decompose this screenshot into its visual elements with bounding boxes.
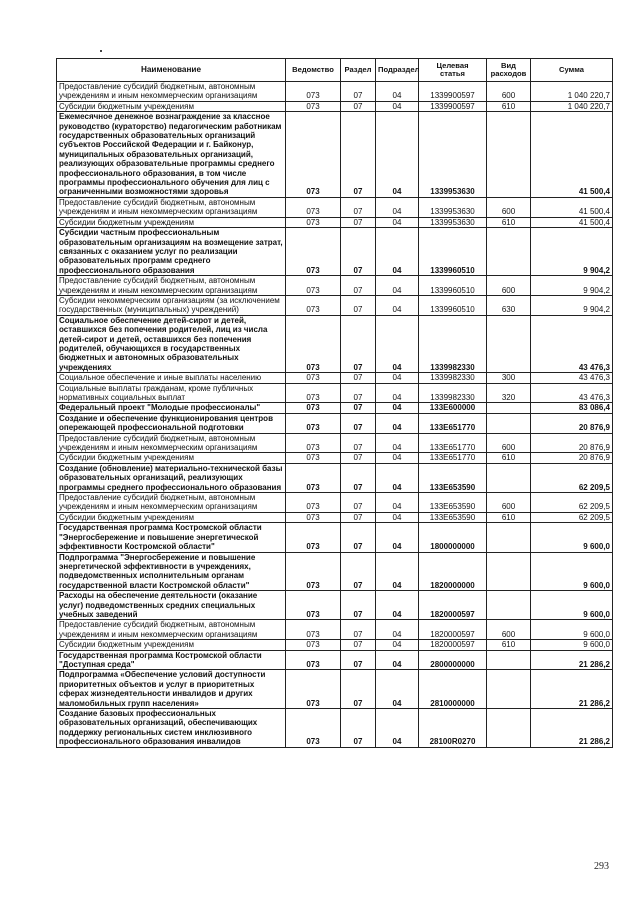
row-dept-cell: 073 — [286, 620, 341, 640]
row-subsection-cell: 04 — [376, 217, 419, 227]
row-name-cell: Субсидии бюджетным учреждениям — [57, 101, 286, 111]
row-dept-cell: 073 — [286, 523, 341, 552]
row-expense-cell — [487, 112, 531, 198]
row-expense-cell — [487, 670, 531, 709]
table-row — [57, 373, 613, 383]
table-row — [57, 523, 613, 552]
table-row — [57, 101, 613, 111]
row-section-cell: 07 — [341, 433, 376, 453]
row-dept-cell: 073 — [286, 552, 341, 591]
row-expense-cell — [487, 463, 531, 492]
row-expense-cell — [487, 709, 531, 748]
row-name-cell: Создание базовых профессиональных образовательных организаций, обеспечивающих поддержку региональных систем инклюзивного профессионального образования инвалидов — [57, 709, 286, 748]
row-subsection-cell: 04 — [376, 512, 419, 522]
row-subsection-cell: 04 — [376, 670, 419, 709]
row-subsection-cell: 04 — [376, 403, 419, 413]
row-section-cell: 07 — [341, 101, 376, 111]
row-dept-cell: 073 — [286, 197, 341, 217]
row-section-cell: 07 — [341, 512, 376, 522]
header-target — [419, 59, 487, 82]
row-name-cell: Субсидии бюджетным учреждениям — [57, 217, 286, 227]
row-target-cell: 1800000000 — [419, 523, 487, 552]
row-dept-cell: 073 — [286, 315, 341, 372]
row-target-cell: 1339900597 — [419, 101, 487, 111]
row-dept-cell: 073 — [286, 403, 341, 413]
row-dept-cell: 073 — [286, 276, 341, 296]
row-expense-cell: 610 — [487, 453, 531, 463]
row-section-cell: 07 — [341, 403, 376, 413]
row-expense-cell — [487, 315, 531, 372]
row-expense-cell — [487, 552, 531, 591]
row-dept-cell: 073 — [286, 433, 341, 453]
header-section: Раздел — [341, 59, 376, 82]
row-target-cell: 1820000597 — [419, 620, 487, 640]
header-expense-line1: Вид — [501, 60, 516, 70]
row-name-cell: Субсидии частным профессиональным образовательным организациям на возмещение затрат, связанных с оказанием услуг по реализации образовательных программ среднего профессионального образования — [57, 228, 286, 276]
row-subsection-cell: 04 — [376, 453, 419, 463]
row-sum-cell: 62 209,5 — [531, 512, 613, 522]
row-section-cell: 07 — [341, 670, 376, 709]
row-expense-cell: 600 — [487, 276, 531, 296]
row-target-cell: 1820000000 — [419, 552, 487, 591]
row-target-cell: 1339900597 — [419, 82, 487, 102]
row-section-cell: 07 — [341, 373, 376, 383]
table-row — [57, 383, 613, 403]
row-target-cell: 133E653590 — [419, 512, 487, 522]
row-dept-cell: 073 — [286, 217, 341, 227]
row-section-cell: 07 — [341, 709, 376, 748]
row-dept-cell: 073 — [286, 512, 341, 522]
row-subsection-cell: 04 — [376, 493, 419, 513]
row-dept-cell: 073 — [286, 373, 341, 383]
row-sum-cell: 43 476,3 — [531, 373, 613, 383]
row-sum-cell: 21 286,2 — [531, 670, 613, 709]
row-name-cell: Расходы на обеспечение деятельности (оказание услуг) подведомственных средних специальных учебных заведений — [57, 591, 286, 620]
row-subsection-cell: 04 — [376, 552, 419, 591]
row-target-cell: 2800000000 — [419, 650, 487, 670]
row-target-cell: 1339953630 — [419, 112, 487, 198]
row-expense-cell — [487, 413, 531, 433]
row-dept-cell: 073 — [286, 112, 341, 198]
row-expense-cell: 610 — [487, 640, 531, 650]
row-target-cell: 1339953630 — [419, 197, 487, 217]
row-target-cell: 1339953630 — [419, 217, 487, 227]
row-expense-cell: 610 — [487, 217, 531, 227]
row-target-cell: 1339982330 — [419, 373, 487, 383]
row-expense-cell: 300 — [487, 373, 531, 383]
row-subsection-cell: 04 — [376, 620, 419, 640]
row-name-cell: Субсидии бюджетным учреждениям — [57, 453, 286, 463]
row-dept-cell: 073 — [286, 82, 341, 102]
row-target-cell: 1820000597 — [419, 640, 487, 650]
table-row — [57, 512, 613, 522]
row-sum-cell: 83 086,4 — [531, 403, 613, 413]
row-expense-cell: 600 — [487, 197, 531, 217]
row-sum-cell: 9 600,0 — [531, 620, 613, 640]
row-target-cell: 2810000000 — [419, 670, 487, 709]
row-name-cell: Социальное обеспечение и иные выплаты населению — [57, 373, 286, 383]
row-section-cell: 07 — [341, 493, 376, 513]
row-section-cell: 07 — [341, 315, 376, 372]
table-row — [57, 620, 613, 640]
table-row — [57, 413, 613, 433]
row-subsection-cell: 04 — [376, 101, 419, 111]
row-section-cell: 07 — [341, 523, 376, 552]
row-sum-cell: 20 876,9 — [531, 413, 613, 433]
row-expense-cell: 600 — [487, 82, 531, 102]
header-expense-line2: расходов — [490, 69, 527, 78]
row-sum-cell: 9 600,0 — [531, 552, 613, 591]
row-dept-cell: 073 — [286, 101, 341, 111]
row-name-cell: Предоставление субсидий бюджетным, автономным учреждениям и иным некоммерческим организациям — [57, 433, 286, 453]
row-expense-cell: 610 — [487, 101, 531, 111]
row-section-cell: 07 — [341, 276, 376, 296]
table-row — [57, 591, 613, 620]
row-sum-cell: 9 904,2 — [531, 295, 613, 315]
row-name-cell: Ежемесячное денежное вознаграждение за классное руководство (кураторство) педагогическим работникам государственных образовательных организаций субъектов Российской Федерации и г. Байконур, муниципальных образовательных организаций, реализующих образовательные программы среднего профессионального образования, в том числе программы профессионального обучения для лиц с ограниченными возможностями здоровья — [57, 112, 286, 198]
row-subsection-cell: 04 — [376, 276, 419, 296]
row-name-cell: Предоставление субсидий бюджетным, автономным учреждениям и иным некоммерческим организациям — [57, 493, 286, 513]
table-row — [57, 640, 613, 650]
row-name-cell: Субсидии бюджетным учреждениям — [57, 640, 286, 650]
row-sum-cell: 62 209,5 — [531, 493, 613, 513]
row-sum-cell: 9 904,2 — [531, 228, 613, 276]
table-row — [57, 295, 613, 315]
row-name-cell: Предоставление субсидий бюджетным, автономным учреждениям и иным некоммерческим организациям — [57, 620, 286, 640]
row-name-cell: Субсидии бюджетным учреждениям — [57, 512, 286, 522]
table-row — [57, 709, 613, 748]
row-subsection-cell: 04 — [376, 433, 419, 453]
row-target-cell: 133E651770 — [419, 453, 487, 463]
row-dept-cell: 073 — [286, 709, 341, 748]
row-target-cell: 133E651770 — [419, 433, 487, 453]
header-target-line1: Целевая — [436, 60, 469, 70]
row-name-cell: Предоставление субсидий бюджетным, автономным учреждениям и иным некоммерческим организациям — [57, 197, 286, 217]
row-subsection-cell: 04 — [376, 112, 419, 198]
row-name-cell: Государственная программа Костромской области "Доступная среда" — [57, 650, 286, 670]
row-section-cell: 07 — [341, 295, 376, 315]
row-sum-cell: 1 040 220,7 — [531, 101, 613, 111]
row-section-cell: 07 — [341, 228, 376, 276]
row-name-cell: Подпрограмма "Энергосбережение и повышение энергетической эффективности в учреждениях, подведомственных исполнительным органам государственной власти Костромской области" — [57, 552, 286, 591]
table-row — [57, 670, 613, 709]
header-dept: Ведомство — [286, 59, 341, 82]
row-sum-cell: 20 876,9 — [531, 453, 613, 463]
row-target-cell: 1339982330 — [419, 383, 487, 403]
row-sum-cell: 41 500,4 — [531, 112, 613, 198]
row-dept-cell: 073 — [286, 453, 341, 463]
row-expense-cell — [487, 228, 531, 276]
row-section-cell: 07 — [341, 453, 376, 463]
header-expense — [487, 59, 531, 82]
table-row — [57, 650, 613, 670]
row-target-cell: 133E653590 — [419, 493, 487, 513]
row-target-cell: 133E653590 — [419, 463, 487, 492]
row-dept-cell: 073 — [286, 295, 341, 315]
row-expense-cell — [487, 591, 531, 620]
row-expense-cell — [487, 523, 531, 552]
row-sum-cell: 21 286,2 — [531, 650, 613, 670]
row-target-cell: 1339960510 — [419, 295, 487, 315]
row-expense-cell: 320 — [487, 383, 531, 403]
row-sum-cell: 21 286,2 — [531, 709, 613, 748]
header-name: Наименование — [57, 59, 286, 82]
header-subsection: Подраздел — [376, 59, 419, 82]
row-dept-cell: 073 — [286, 670, 341, 709]
row-subsection-cell: 04 — [376, 228, 419, 276]
row-expense-cell — [487, 403, 531, 413]
row-subsection-cell: 04 — [376, 197, 419, 217]
row-section-cell: 07 — [341, 217, 376, 227]
row-sum-cell: 9 600,0 — [531, 523, 613, 552]
row-dept-cell: 073 — [286, 640, 341, 650]
row-section-cell: 07 — [341, 197, 376, 217]
row-dept-cell: 073 — [286, 591, 341, 620]
row-sum-cell: 41 500,4 — [531, 197, 613, 217]
page-number: 293 — [594, 861, 609, 872]
table-row — [57, 276, 613, 296]
row-expense-cell: 610 — [487, 512, 531, 522]
row-dept-cell: 073 — [286, 383, 341, 403]
row-target-cell: 1820000597 — [419, 591, 487, 620]
row-sum-cell: 20 876,9 — [531, 433, 613, 453]
scan-mark — [100, 50, 102, 52]
row-subsection-cell: 04 — [376, 523, 419, 552]
row-subsection-cell: 04 — [376, 315, 419, 372]
row-name-cell: Предоставление субсидий бюджетным, автономным учреждениям и иным некоммерческим организациям — [57, 276, 286, 296]
row-section-cell: 07 — [341, 620, 376, 640]
row-target-cell: 1339960510 — [419, 276, 487, 296]
row-section-cell: 07 — [341, 463, 376, 492]
row-dept-cell: 073 — [286, 463, 341, 492]
row-dept-cell: 073 — [286, 228, 341, 276]
header-sum: Сумма — [531, 59, 613, 82]
row-subsection-cell: 04 — [376, 82, 419, 102]
row-dept-cell: 073 — [286, 493, 341, 513]
table-row — [57, 197, 613, 217]
row-section-cell: 07 — [341, 640, 376, 650]
row-sum-cell: 9 904,2 — [531, 276, 613, 296]
row-name-cell: Субсидии некоммерческим организациям (за исключением государственных (муниципальных) учреждений) — [57, 295, 286, 315]
row-section-cell: 07 — [341, 112, 376, 198]
row-name-cell: Создание (обновление) материально-технической базы образовательных организаций, реализующих программы среднего профессионального образования — [57, 463, 286, 492]
table-row — [57, 228, 613, 276]
row-sum-cell: 43 476,3 — [531, 383, 613, 403]
row-name-cell: Социальное обеспечение детей-сирот и детей, оставшихся без попечения родителей, лиц из числа детей-сирот и детей, оставшихся без попечения родителей, обучающихся в государственных бюджетных и автономных образовательных учреждениях — [57, 315, 286, 372]
row-sum-cell: 9 600,0 — [531, 640, 613, 650]
budget-table — [56, 58, 613, 748]
table-row — [57, 463, 613, 492]
row-subsection-cell: 04 — [376, 650, 419, 670]
row-subsection-cell: 04 — [376, 373, 419, 383]
row-sum-cell: 1 040 220,7 — [531, 82, 613, 102]
row-dept-cell: 073 — [286, 650, 341, 670]
row-expense-cell: 630 — [487, 295, 531, 315]
row-expense-cell — [487, 650, 531, 670]
row-name-cell: Предоставление субсидий бюджетным, автономным учреждениям и иным некоммерческим организациям — [57, 82, 286, 102]
row-name-cell: Государственная программа Костромской области "Энергосбережение и повышение энергетической эффективности Костромской области" — [57, 523, 286, 552]
table-row — [57, 552, 613, 591]
row-name-cell: Подпрограмма «Обеспечение условий доступности приоритетных объектов и услуг в приоритетных сферах жизнедеятельности инвалидов и других маломобильных групп населения» — [57, 670, 286, 709]
row-sum-cell: 9 600,0 — [531, 591, 613, 620]
table-row — [57, 403, 613, 413]
row-subsection-cell: 04 — [376, 640, 419, 650]
row-name-cell: Создание и обеспечение функционирования центров опережающей профессиональной подготовки — [57, 413, 286, 433]
table-row — [57, 453, 613, 463]
row-section-cell: 07 — [341, 383, 376, 403]
table-row — [57, 315, 613, 372]
row-section-cell: 07 — [341, 413, 376, 433]
row-subsection-cell: 04 — [376, 463, 419, 492]
row-sum-cell: 43 476,3 — [531, 315, 613, 372]
row-sum-cell: 41 500,4 — [531, 217, 613, 227]
row-subsection-cell: 04 — [376, 413, 419, 433]
table-row — [57, 112, 613, 198]
row-target-cell: 28100R0270 — [419, 709, 487, 748]
table-row — [57, 433, 613, 453]
table-header-row — [57, 59, 613, 82]
row-section-cell: 07 — [341, 82, 376, 102]
header-target-line2: статья — [440, 69, 465, 78]
table-row — [57, 82, 613, 102]
table-body — [57, 82, 613, 748]
row-expense-cell: 600 — [487, 433, 531, 453]
row-subsection-cell: 04 — [376, 591, 419, 620]
row-dept-cell: 073 — [286, 413, 341, 433]
row-sum-cell: 62 209,5 — [531, 463, 613, 492]
row-section-cell: 07 — [341, 552, 376, 591]
row-section-cell: 07 — [341, 591, 376, 620]
row-target-cell: 133E651770 — [419, 413, 487, 433]
row-name-cell: Социальные выплаты гражданам, кроме публичных нормативных социальных выплат — [57, 383, 286, 403]
row-expense-cell: 600 — [487, 493, 531, 513]
row-expense-cell: 600 — [487, 620, 531, 640]
row-target-cell: 1339960510 — [419, 228, 487, 276]
row-subsection-cell: 04 — [376, 295, 419, 315]
row-subsection-cell: 04 — [376, 709, 419, 748]
row-target-cell: 1339982330 — [419, 315, 487, 372]
table-row — [57, 217, 613, 227]
row-subsection-cell: 04 — [376, 383, 419, 403]
row-section-cell: 07 — [341, 650, 376, 670]
row-name-cell: Федеральный проект "Молодые профессионалы" — [57, 403, 286, 413]
table-row — [57, 493, 613, 513]
row-target-cell: 133E600000 — [419, 403, 487, 413]
